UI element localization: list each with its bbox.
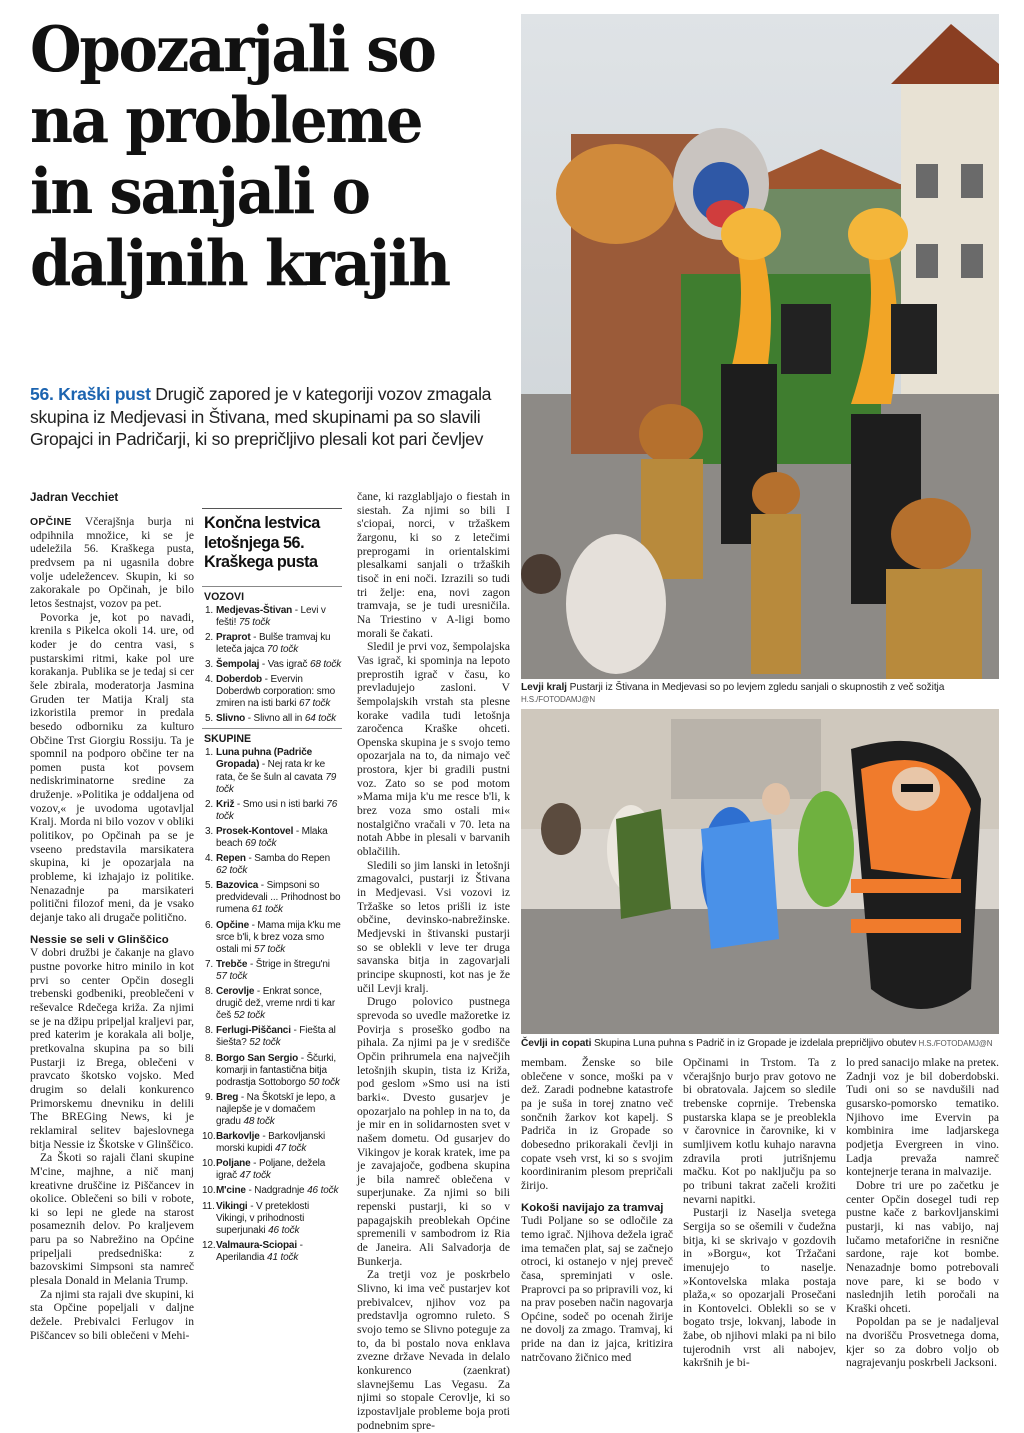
dateline-place: OPČINE bbox=[30, 517, 72, 528]
article-paragraph: Tudi Poljane so se odločile za temo igrač. Njihova dežela igrač ima temačen plat, saj se začnejo otroci, ki ostanejo v njej preveč časa, spreminjati v osle. Praprovci pa so pripravili voz, ki na prav poseben način nagovarja Općine, sodeč po ocenah žirije ne dovolj za zmago. Tramvaj, ki pride na dan iz jajca, kritizira natrčovano žičnico med bbox=[521, 1215, 673, 1364]
article-paragraph: Opčinami in Trstom. Ta z včerajšnjo burjo prav gotovo ne bi obratovala. Jajcem so sledile trebenske coprnije. Trebenska pustarska klapa se je preoblekla v čarovnice in čarovnike, ki v sumljivem kotlu kuhajo naravna zdravila proti jutrišnjemu mačku. Kot po naključju pa so po tribuni takrat začeli krožiti nevarni napitki. bbox=[683, 1057, 836, 1206]
ranking-entry bbox=[202, 605, 342, 629]
article-column-1 bbox=[30, 516, 194, 1352]
photo-carnival-float bbox=[521, 14, 999, 679]
article-paragraph: V dobri družbi je čakanje na glavo pustne povorke hitro minilo in kot prvi so center Opčin dosegli trebenski godbeniki, preoblečeni v reševalce Rdečega križa. Za njimi se je na džipu pripeljal kraljevi par, pred katerim je korakala ali bolje, pretkovalna skupina pa so bili Pustarji iz Brega, oblečeni v pravcato škotsko vojsko. Med drugim so delali konkurenco Primorskemu dnevniku in delili The BREGing News, ki je reklamiral selitev bajeslovnega bitja Nessie iz Škotske v Glinščico. bbox=[30, 947, 194, 1151]
ranking-group-name: Medjevas-Štivan bbox=[216, 604, 293, 616]
ranking-position: 6. bbox=[204, 919, 213, 931]
ranking-entry-body bbox=[216, 826, 342, 850]
ranking-points: 61 točk bbox=[251, 904, 283, 916]
ranking-group-name: Cerovlje bbox=[216, 986, 255, 998]
ranking-entry-body bbox=[216, 1053, 342, 1089]
ranking-group-name: Repen bbox=[216, 853, 246, 865]
ranking-group-name: Vikingi bbox=[216, 1200, 248, 1212]
ranking-entry bbox=[202, 1092, 342, 1128]
ranking-group-name: Bazovica bbox=[216, 880, 259, 892]
ranking-entry bbox=[202, 1240, 342, 1264]
ranking-entry-body bbox=[216, 747, 342, 795]
caption-title: Levji kralj bbox=[521, 682, 567, 693]
ranking-entry-body bbox=[216, 1158, 342, 1182]
article-column-6 bbox=[846, 1057, 999, 1370]
ranking-position: 9. bbox=[204, 1091, 213, 1103]
ranking-entry bbox=[202, 853, 342, 877]
ranking-points: 46 točk bbox=[307, 1185, 339, 1197]
ranking-theme: - Fiešta al šiešta? bbox=[216, 1025, 336, 1049]
ranking-group-name: Praprot bbox=[216, 631, 251, 643]
ranking-group-name: Prosek-Kontovel bbox=[216, 825, 294, 837]
ranking-section-label: SKUPINE bbox=[202, 728, 342, 746]
ranking-entry-body bbox=[216, 1201, 342, 1237]
ranking-entry bbox=[202, 674, 342, 710]
ranking-points: 50 točk bbox=[308, 1076, 340, 1088]
ranking-entry-body bbox=[216, 674, 342, 710]
ranking-position: 2. bbox=[204, 798, 213, 810]
ranking-entry bbox=[202, 1053, 342, 1089]
ranking-points: 79 točk bbox=[216, 771, 337, 795]
ranking-group-name: Slivno bbox=[216, 713, 246, 725]
ranking-group-name: Ferlugi-Piščanci bbox=[216, 1025, 291, 1037]
article-paragraph: Sledili so jim lanski in letošnji zmagovalci, pustarji iz Štivana in Medjevasi. Vsi vozovi iz Tržaške so letos prišli iz iste občine, devinsko-nabrežinske. Medjevski in štivanski pustarji so se oblekli v leve ter druga savanska bitja in zagovarjali principe skupnosti, kot nas je že učil Levji kralj. bbox=[357, 859, 510, 995]
ranking-points: 69 točk bbox=[245, 838, 277, 849]
ranking-position: 10. bbox=[202, 1158, 216, 1170]
article-paragraph: Dobre tri ure po začetku je center Opčin dosegel tudi rep pustne kače z barkovljanskimi pustarji, ki nas vabijo, naj lučamo metaforične in resnične sardone, raje kot bombe. Nenazadnje bomo potrebovali nove pare, ki se bodo v naslednjih letih poročali na Kraški ohceti. bbox=[846, 1179, 999, 1315]
ranking-entry-body bbox=[216, 1185, 338, 1197]
ranking-entry bbox=[202, 1025, 342, 1049]
ranking-theme: - Enkrat sonce, drugič dež, vreme nrdi ti kar češ bbox=[216, 986, 336, 1022]
ranking-theme: - V preteklosti Vikingi, v prihodnosti superjunaki bbox=[216, 1200, 310, 1236]
ranking-entry-body bbox=[216, 986, 342, 1022]
ranking-group-name: Valmaura-Sciopai bbox=[216, 1239, 297, 1251]
photo-shoe-costumes bbox=[521, 709, 999, 1034]
ranking-entry bbox=[202, 986, 342, 1022]
carnival-float-illustration bbox=[521, 14, 999, 679]
ranking-entry-body bbox=[216, 1092, 342, 1128]
ranking-entry-body bbox=[216, 1131, 342, 1155]
ranking-position: 3. bbox=[204, 658, 213, 670]
ranking-entry-body bbox=[216, 713, 336, 725]
article-paragraph: čane, ki razglabljajo o fiestah in siestah. Za njimi so bili I s'ciopai, norci, v tržaškem žargonu, ki so z letečimi preprogami in orientalskimi plesalkami sanjali o tržaških tisoč in eni noči. Izrazili so tudi tri želje: ena, novi zagon tramvaja, se je tudi uresničila. Na Triestino v A-ligi bomo morali še čakati. bbox=[357, 491, 510, 640]
article-paragraph: Povorka je, kot po navadi, krenila s Pikelca okoli 14. ure, od koder je do centra vasi, s pustarskimi ritmi, kake pol ure korakanja. Publika se je tedaj si cer šele zbirala, moderatorja Jasmina Gruden ter Matija Kralj sta izkoristila premor in predala besedo odborniku za kulturo Občine Trst Giorgiu Rossiju. Ta je spomnil na podporo občine ter na pomen pusta kot povsem nediskriminatorne sredine za druženje. »Politika je oddaljena od vozov,« je uvodoma ugotavljal Kralj. Morda ni bilo vozov v obliki politikov, po Opčinah pa se je vseeno predstavila marsikatera skupina, ki je opozarjala na probleme, ki izhajajo iz politike. Nenazadnje pa marsikateri politični filozof meni, da je vsako dejanje tako ali drugače politično. bbox=[30, 611, 194, 925]
article-paragraph: Popoldan pa se je nadaljeval na dvorišču Prosvetnega doma, kjer so za dobro voljo ob nagrajevanju poskrbeli Jacksoni. bbox=[846, 1316, 999, 1370]
ranking-theme: - Vas igrač bbox=[259, 658, 308, 670]
ranking-group-name: Luna puhna (Padriče Gropada) bbox=[216, 747, 313, 771]
ranking-entry bbox=[202, 713, 342, 725]
ranking-position: 8. bbox=[204, 1025, 213, 1037]
article-paragraph: Sledil je prvi voz, šempolajska Vas igrač, ki spominja na lepoto preprostih igrač v času, ko prevladujejo zasloni. V šempolajskih vrstah sta plesne korake vadila tudi letošnja zaročenca Kraške ohceti. Openska skupina je s svojo temo opozarjala na to, da nimajo več prostora, kjer bi gradili pustni voz. Zato so se pod motom »Mama mija k'u me resce b'li, k brez voza smo ostali mi« nostalgično vračali v 70. leta na notah Abbe in plesali v barvanih oblačilih. bbox=[357, 641, 510, 859]
ranking-points: 70 točk bbox=[266, 643, 299, 655]
ranking-theme: - Levi v fešti! bbox=[216, 604, 326, 628]
ranking-group-name: Opčine bbox=[216, 919, 249, 931]
ranking-group-name: Doberdob bbox=[216, 673, 263, 685]
ranking-group-name: Trebče bbox=[216, 958, 248, 970]
ranking-position: 4. bbox=[204, 853, 213, 865]
lead-paragraph bbox=[30, 383, 508, 451]
shoe-costumes-illustration bbox=[521, 709, 999, 1034]
ranking-theme: - Nej rata kr ke rata, če še šuln al cavata bbox=[216, 759, 326, 783]
ranking-theme: - Mama mija k'ku me srce b'li, k brez voza smo ostali mi bbox=[216, 919, 341, 955]
ranking-entry bbox=[202, 1185, 342, 1197]
ranking-group-name: Barkovlje bbox=[216, 1131, 260, 1143]
ranking-points: 75 točk bbox=[238, 616, 271, 628]
ranking-entry bbox=[202, 632, 342, 656]
ranking-entry bbox=[202, 1158, 342, 1182]
ranking-group-name: Poljane bbox=[216, 1158, 251, 1170]
ranking-theme: - Slivno all in bbox=[245, 713, 303, 725]
ranking-entry bbox=[202, 1201, 342, 1237]
ranking-entry bbox=[202, 880, 342, 916]
ranking-entry bbox=[202, 799, 342, 823]
ranking-sidebar bbox=[202, 508, 342, 1352]
caption-title: Čevlji in copati bbox=[521, 1038, 592, 1049]
ranking-theme: - Bulše tramvaj ku leteča jajca bbox=[216, 631, 331, 655]
ranking-entry-body bbox=[216, 1025, 342, 1049]
ranking-entry bbox=[202, 826, 342, 850]
ranking-points: 52 točk bbox=[249, 1037, 281, 1049]
article-paragraph: Za Škoti so rajali člani skupine M'cine, majhne, a nič manj kreativne druščine iz Piščancev in okolice. Oblečeni so bili v robote, ki so lepi ne glede na starost posameznih delov. Po kraljevem paru pa so Nabrežino na Općine pripeljali predsedniška: z bazovskimi Simpsoni sta namreč plesala Donald in Melania Trump. bbox=[30, 1152, 194, 1288]
caption-text: Pustarji iz Štivana in Medjevasi so po levjem zgledu sanjali o skupnostih z več sožitja bbox=[566, 682, 945, 693]
ranking-points: 57 točk bbox=[216, 970, 248, 982]
ranking-group-name: Križ bbox=[216, 798, 235, 810]
ranking-points: 48 točk bbox=[243, 1115, 275, 1127]
article-column-5 bbox=[683, 1057, 836, 1370]
caption-text: Skupina Luna puhna s Padrič in iz Gropade je izdelala prepričljivo obutev bbox=[591, 1038, 917, 1049]
article-paragraph: membam. Ženske so bile oblečene v sonce, moški pa v dež. Zaradi podnebne katastrofe pa je suša in torej znatno več sončnih žarkov kot kapelj. S Padriča in iz Gropade so dobesedno prikorakali čevlji in copate vseh vrst, ki so s svojim koordiniranim plesom prepričali žirijo. bbox=[521, 1057, 673, 1192]
ranking-entry-body bbox=[216, 853, 342, 877]
ranking-position: 1. bbox=[204, 604, 213, 616]
ranking-group-name: Borgo San Sergio bbox=[216, 1052, 299, 1064]
ranking-theme: - Mlaka beach bbox=[216, 825, 328, 849]
ranking-group-name: Breg bbox=[216, 1091, 239, 1103]
subhead: Nessie se seli v Glinščico bbox=[30, 933, 169, 946]
paragraph-text: Včerajšnja burja ni odpihnila množice, ki se je udeležila 56. Kraškega pusta, predvsem pa ni ugasnila dobre volje udeležencev. Skupin, ki so zakorakale po Opčinah, je bilo letos šestnajst, vozov pa pet. bbox=[30, 516, 194, 610]
article-column-3 bbox=[357, 491, 510, 1432]
ranking-points: 47 točk bbox=[239, 1170, 271, 1182]
ranking-points: 76 točk bbox=[216, 798, 338, 822]
ranking-points: 67 točk bbox=[299, 698, 331, 710]
ranking-title: Končna lestvica letošnjega 56. Kraškega pusta bbox=[204, 514, 320, 571]
ranking-points: 68 točk bbox=[309, 658, 342, 670]
ranking-entry bbox=[202, 747, 342, 795]
ranking-position: 8. bbox=[204, 1052, 213, 1064]
ranking-points: 46 točk bbox=[268, 1224, 300, 1236]
ranking-theme: - Barkovljanski morski kupidi bbox=[216, 1131, 326, 1155]
ranking-entry-body bbox=[216, 1240, 342, 1264]
article-column-4 bbox=[521, 1057, 673, 1364]
ranking-points: 62 točk bbox=[216, 865, 248, 877]
article-paragraph: Drugo polovico pustnega sprevoda so uvedle mažoretke iz Povirja s proseško godbo na pihala. Za njimi pa je v središče Opčin prihrumela ena največjih letošnjih skupin, tista iz Križa, pod geslom »Smo usi na isti barki«. Dvesto gusarjev je opozarjalo na pohlep in na to, da je mir en in solidarnosten svet v našem dometu. Od gusarjev do Vikingov je korak kratek, ime pa je zavajajoče, godbena skupina je bila namreč oblečena v superjunake. Za njimi so bili repenski pustarji, ki so v papagajskih preoblekah Općine spremenili v sambodrom iz Ria de Janeira. Ali Salvadorja de Bunkerja. bbox=[357, 996, 510, 1268]
ranking-position: 5. bbox=[204, 713, 213, 725]
ranking-theme: - Smo usi n isti barki bbox=[234, 798, 324, 810]
headline: Opozarjali so na probleme in sanjali o daljnih krajih bbox=[30, 12, 449, 300]
article-paragraph: Pustarji iz Naselja svetega Sergija so se ošemili v čudežna bitja, ki se skrivajo v gozdovih in »Borgu«, kot Tržačani imenujejo to naselje. »Kontovelska mlaka postaja plaža,« so opozarjali Prosečani in Kontovelci. Oblekli so se v bogato trsje, lokvanj, labode in žabe, ob njihovi mlaki pa ni bilo tujerodnih vrst ali nabojev, kakršnih je bi- bbox=[683, 1207, 836, 1370]
ranking-entry-body bbox=[216, 632, 342, 656]
ranking-theme: - Samba do Repen bbox=[245, 853, 330, 865]
ranking-entry bbox=[202, 920, 342, 956]
ranking-theme: - Aperilandia bbox=[216, 1239, 303, 1263]
article-paragraph: Za tretji voz je poskrbelo Slivno, ki ima več pustarjev kot prebivalcev, njihov voz pa predstavlja ogromno ruleto. S svojo temo se Slivno poteguje za to, da bi postalo nova enklava zvezne države Nevada in delalo konkurenco (zaenkrat) slavnejšemu Las Vegasu. Za njimi so stopale Cerovlje, ki so izpostavljale probleme boja proti podnebnim spre- bbox=[357, 1269, 510, 1432]
ranking-position: 10. bbox=[202, 1131, 216, 1143]
ranking-entry-body bbox=[216, 605, 342, 629]
photo-credit: H.S./FOTODAMJ@N bbox=[521, 695, 596, 704]
article-paragraph: Za njimi sta rajali dve skupini, ki sta Opčine popeljali v daljne dežele. Prebivalci Ferlugov in Piščancev so bili oblečeni v Mehi- bbox=[30, 1288, 194, 1342]
ranking-position: 11. bbox=[202, 1200, 215, 1212]
ranking-points: 41 točk bbox=[267, 1251, 299, 1263]
ranking-position: 4. bbox=[204, 673, 213, 685]
photo-2-caption bbox=[521, 1038, 999, 1050]
lead-text: Drugič zapored je v kategoriji vozov zmagala skupina iz Medjevasi in Štivana, med skupinami pa so slavili Gropajci in Padričarji, ki so prepričljivo plesali kot pari čevljev bbox=[30, 384, 492, 449]
article-paragraph bbox=[30, 516, 194, 612]
photo-credit: H.S./FOTODAMJ@N bbox=[916, 1039, 993, 1048]
ranking-entry-body bbox=[216, 880, 342, 916]
ranking-entry-body bbox=[216, 959, 342, 983]
ranking-entry bbox=[202, 1131, 342, 1155]
ranking-theme: - Ščurki, komarji in fantastična bitja podrastja Sottoborgo bbox=[216, 1052, 337, 1088]
ranking-points: 52 točk bbox=[233, 1010, 265, 1022]
ranking-position: 10. bbox=[202, 1185, 216, 1197]
ranking-position: 7. bbox=[204, 958, 213, 970]
ranking-points: 47 točk bbox=[275, 1143, 307, 1155]
ranking-position: 12. bbox=[202, 1239, 216, 1251]
ranking-position: 2. bbox=[204, 631, 213, 643]
ranking-theme: - Štrige in štregu'ni bbox=[247, 958, 330, 970]
ranking-position: 8. bbox=[204, 986, 213, 998]
ranking-position: 1. bbox=[204, 747, 213, 759]
photo-1-caption bbox=[521, 682, 999, 706]
ranking-position: 3. bbox=[204, 825, 213, 837]
ranking-section-label: VOZOVI bbox=[202, 586, 342, 604]
subhead: Kokoši navijajo za tramvaj bbox=[521, 1201, 664, 1214]
ranking-points: 57 točk bbox=[253, 943, 286, 955]
article-paragraph: lo pred sanacijo mlake na preteк. Zadnji voz je bil doberdobski. Tudi oni so se navdušili nad gusarsko-pomorsko tematiko. Njihovo ime Evervin pa kombinira ime ladjarskega podjetja Evergreen in vino. Ladja prevaža namreč kontejnerje terana in malvazije. bbox=[846, 1057, 999, 1179]
ranking-position: 5. bbox=[204, 880, 213, 892]
ranking-entry bbox=[202, 959, 342, 983]
lead-kicker: 56. Kraški pust bbox=[30, 384, 151, 404]
ranking-theme: - Evervin Doberdwb corporation: smo zmiren na isti barki bbox=[216, 673, 336, 710]
ranking-entry bbox=[202, 659, 342, 671]
byline: Jadran Vecchiet bbox=[30, 491, 119, 504]
ranking-theme: - Poljane, dežela igrač bbox=[216, 1158, 326, 1182]
ranking-theme: - Na Škotskī je lepo, a najlepše je v domačem gradu bbox=[216, 1091, 336, 1127]
ranking-group-name: Šempolaj bbox=[216, 658, 260, 670]
ranking-group-name: M'cine bbox=[216, 1185, 246, 1197]
ranking-entry-body bbox=[216, 920, 342, 956]
ranking-entry-body bbox=[216, 659, 341, 671]
ranking-list bbox=[202, 586, 342, 1265]
ranking-points: 64 točk bbox=[304, 713, 337, 725]
ranking-theme: - Nadgradnje bbox=[245, 1185, 305, 1197]
ranking-theme: - Simpsoni so predvidevali ... Prihodnost bo rumena bbox=[216, 880, 341, 916]
ranking-entry-body bbox=[216, 799, 342, 823]
